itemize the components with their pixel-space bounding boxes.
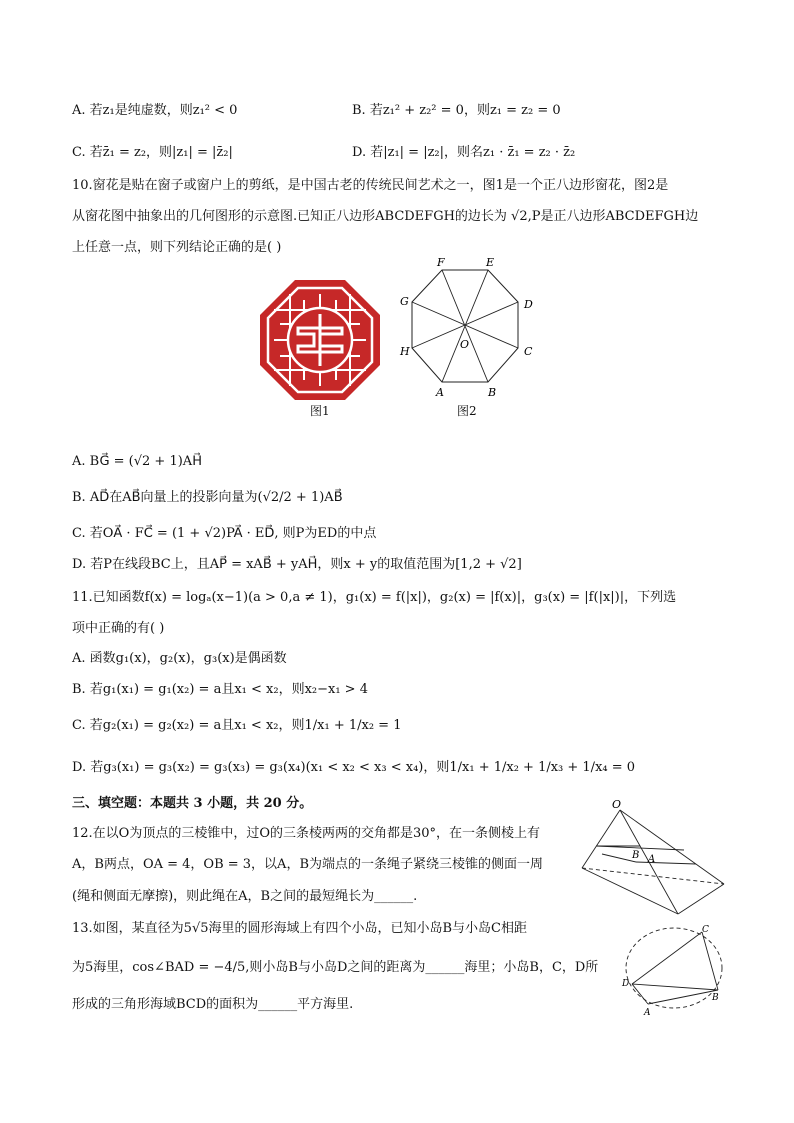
octagon-figure bbox=[400, 258, 540, 398]
q11-option-a: A. 函数g₁(x)，g₂(x)，g₃(x)是偶函数 bbox=[72, 651, 287, 666]
pyramid-figure bbox=[576, 798, 726, 918]
pyramid-label-a: A bbox=[648, 854, 656, 865]
q13-line3: 形成的三角形海域BCD的面积为______平方海里. bbox=[72, 997, 354, 1012]
fig2-caption: 图2 bbox=[457, 404, 477, 418]
q12-line2: A，B两点，OA = 4，OB = 3，以A，B为端点的一条绳子紧绕三棱锥的侧面一周 bbox=[72, 857, 543, 872]
section-3-header: 三、填空题：本题共 3 小题，共 20 分。 bbox=[72, 796, 313, 811]
q9-option-d: D. 若|z₁| = |z₂|，则名z₁ · z̄₁ = z₂ · z̄₂ bbox=[352, 145, 576, 160]
q9-option-a: A. 若z₁是纯虚数，则z₁² < 0 bbox=[72, 103, 238, 118]
q10-stem-line1: 10.窗花是贴在窗子或窗户上的剪纸，是中国古老的传统民间艺术之一，图1是一个正八边形窗花，图2是 bbox=[72, 178, 669, 193]
fig2-label-o: O bbox=[460, 338, 470, 351]
q12-line3: (绳和侧面无摩擦)，则此绳在A，B之间的最短绳长为______. bbox=[72, 889, 418, 904]
q11-option-d: D. 若g₃(x₁) = g₃(x₂) = g₃(x₃) = g₃(x₄)(x₁ < x₂ < x₃ < x₄)，则1/x₁ + 1/x₂ + 1/x₃ + 1/x₄ = 0 bbox=[72, 760, 636, 775]
q10-option-c: C. 若OA⃗ · FC⃗ = (1 + √2)PA⃗ · ED⃗, 则P为ED的中点 bbox=[72, 526, 377, 541]
fig1-caption: 图1 bbox=[310, 404, 330, 418]
q9-option-c: C. 若z̄₁ = z₂，则|z₁| = |z̄₂| bbox=[72, 145, 233, 160]
q10-stem-line3: 上任意一点，则下列结论正确的是( ) bbox=[72, 240, 282, 255]
q13-line2: 为5海里，cos∠BAD = −4/5,则小岛B与小岛D之间的距离为______海里；小岛B，C，D所 bbox=[72, 960, 599, 975]
islands-label-d: D bbox=[622, 979, 630, 989]
q10-option-d: D. 若P在线段BC上，且AP⃗ = xAB⃗ + yAH⃗，则x + y的取值范围为[1,2 + √2] bbox=[72, 557, 522, 572]
pyramid-label-o: O bbox=[612, 798, 622, 811]
window-flower-figure bbox=[260, 280, 380, 400]
q11-stem-line1: 11.已知函数f(x) = logₐ(x−1)(a > 0,a ≠ 1)，g₁(x) = f(|x|)，g₂(x) = |f(x)|，g₃(x) = |f(|x|)|，下列选 bbox=[72, 590, 677, 605]
q10-option-b: B. AD⃗在AB⃗向量上的投影向量为(√2/2 + 1)AB⃗ bbox=[72, 490, 343, 505]
q11-stem-line2: 项中正确的有( ) bbox=[72, 621, 165, 636]
islands-figure bbox=[622, 922, 726, 1018]
q11-option-c: C. 若g₂(x₁) = g₂(x₂) = a且x₁ < x₂，则1/x₁ + 1/x₂ = 1 bbox=[72, 718, 402, 733]
islands-label-a: A bbox=[644, 1008, 651, 1018]
q13-line1: 13.如图，某直径为5√5海里的圆形海域上有四个小岛，已知小岛B与小岛C相距 bbox=[72, 921, 528, 936]
q9-option-b: B. 若z₁² + z₂² = 0，则z₁ = z₂ = 0 bbox=[352, 103, 561, 118]
fig2-label-f: F bbox=[437, 256, 445, 269]
pyramid-label-b: B bbox=[632, 850, 640, 861]
q11-option-b: B. 若g₁(x₁) = g₁(x₂) = a且x₁ < x₂，则x₂−x₁ > 4 bbox=[72, 682, 368, 697]
q10-stem-line2: 从窗花图中抽象出的几何图形的示意图.已知正八边形ABCDEFGH的边长为 √2,P是正八边形ABCDEFGH边 bbox=[72, 209, 699, 224]
fig2-label-h: H bbox=[400, 345, 410, 358]
fig2-label-g: G bbox=[400, 295, 409, 308]
fig2-label-c: C bbox=[524, 345, 533, 358]
islands-label-c: C bbox=[702, 925, 709, 935]
q12-line1: 12.在以O为顶点的三棱锥中，过O的三条棱两两的交角都是30°，在一条侧棱上有 bbox=[72, 826, 541, 841]
islands-label-b: B bbox=[712, 993, 719, 1003]
fig2-label-b: B bbox=[488, 386, 497, 399]
fig2-label-e: E bbox=[486, 256, 495, 269]
fig2-label-d: D bbox=[524, 298, 533, 311]
q10-option-a: A. BG⃗ = (√2 + 1)AH⃗ bbox=[72, 454, 202, 469]
fig2-label-a: A bbox=[436, 386, 444, 399]
